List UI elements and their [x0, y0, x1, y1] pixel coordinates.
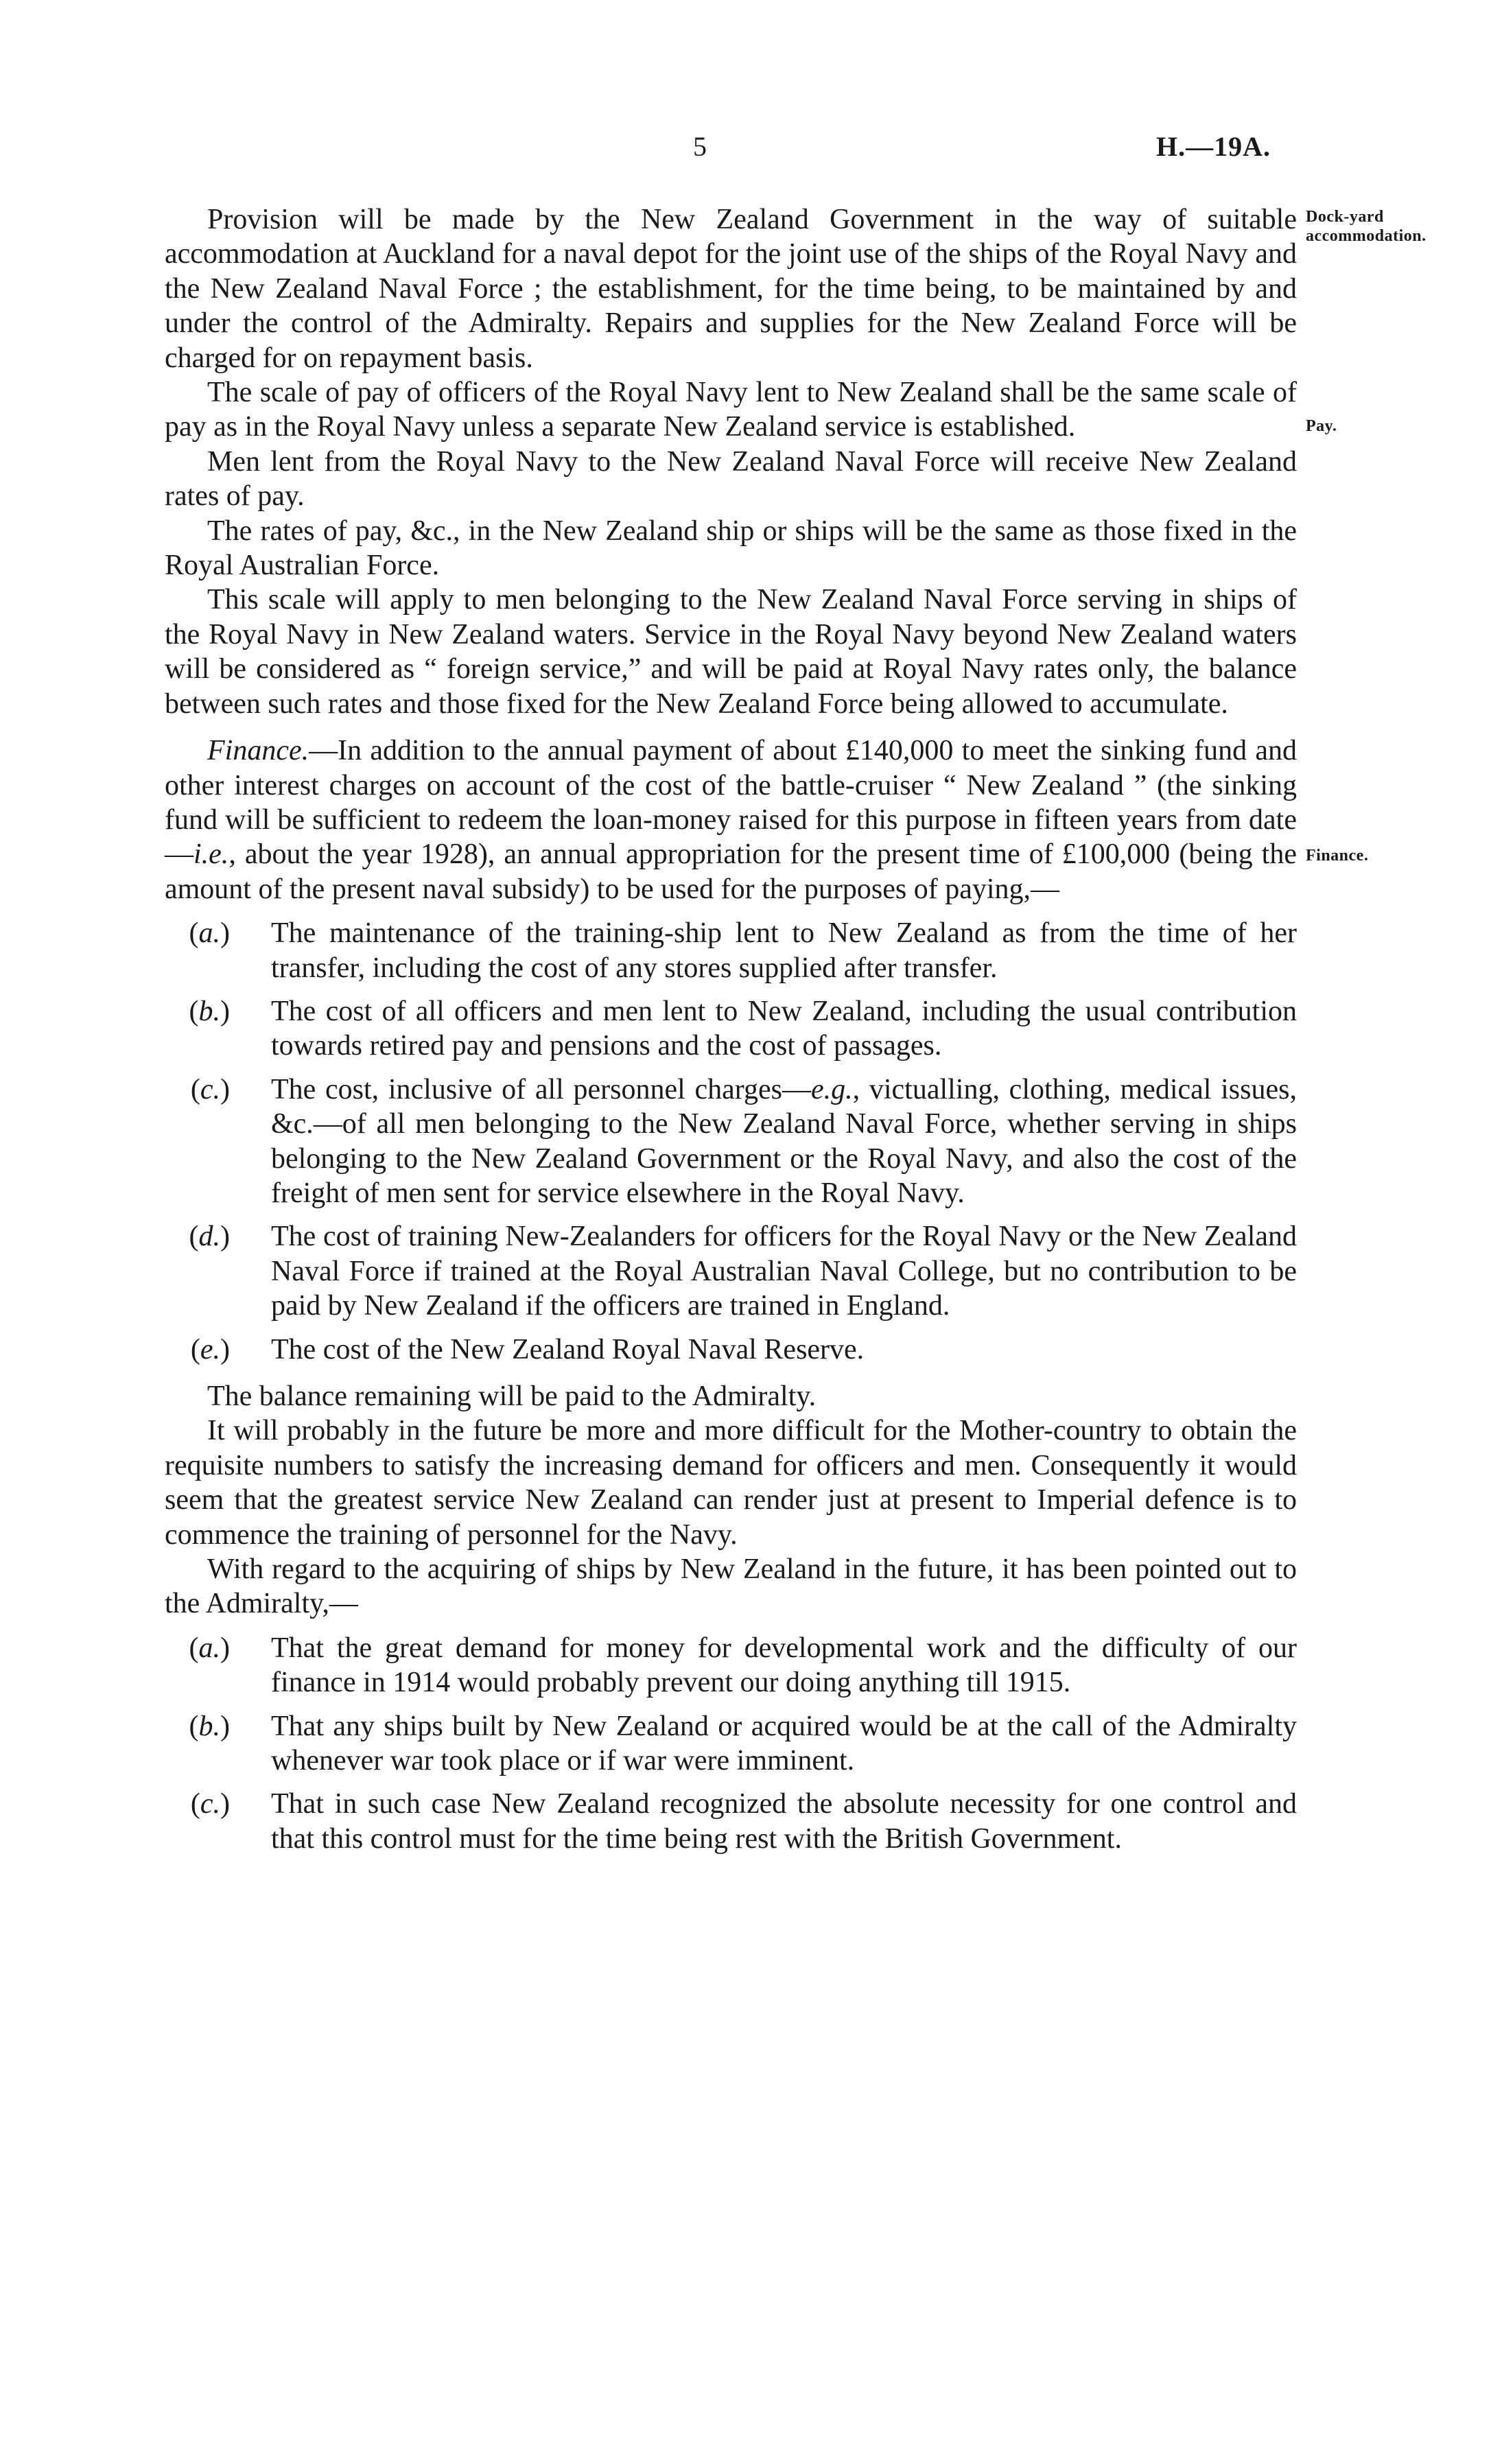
item-text: That the great demand for money for developmental work and the difficulty of our finance in 1914 would probably prevent our doing anything till 1915.	[271, 1632, 1297, 1699]
paragraph-rates: The rates of pay, &c., in the New Zealand ship or ships will be the same as those fixed in the Royal Australian Force.	[165, 515, 1297, 582]
item-text: The cost of all officers and men lent to New Zealand, including the usual contribution towards retired pay and pensions and the cost of passages.	[271, 995, 1297, 1062]
item-text: That any ships built by New Zealand or acquired would be at the call of the Admiralty whenever war took place or if war were imminent.	[271, 1710, 1297, 1777]
item-text: That in such case New Zealand recognized the absolute necessity for one control and that this control must for the time being rest with the British Government.	[271, 1788, 1297, 1855]
finance-text: —In addition to the annual payment of about £140,000 to meet the sinking fund and other interest charges on account of the cost of the battle-cruiser “ New Zealand ” (the sinking fund will be sufficient to redeem the loan-money raised for this purpose in fifteen years from date—	[165, 735, 1297, 871]
finance-text-2: , about the year 1928), an annual appropriation for the present time of £100,000 (being the amount of the present naval subsidy) to be used for the purposes of paying,—	[165, 838, 1297, 905]
finance-item-e	[165, 1333, 1297, 1367]
item-label: (e.)	[190, 1333, 230, 1365]
item-text: The maintenance of the training-ship lent to New Zealand as from the time of her transfer, including the cost of any stores supplied after transfer.	[271, 917, 1297, 984]
item-label: (a.)	[189, 917, 230, 950]
item-label: (b.)	[189, 995, 230, 1027]
finance-item-b	[165, 994, 1297, 1064]
document-body	[165, 202, 1297, 1856]
item-text-pre: The cost, inclusive of all personnel charges—	[271, 1073, 811, 1105]
item-label: (b.)	[189, 1710, 230, 1742]
paragraph-balance: The balance remaining will be paid to the Admiralty.	[207, 1381, 817, 1412]
ships-item-b	[165, 1709, 1297, 1779]
item-text: The cost of the New Zealand Royal Naval Reserve.	[271, 1333, 865, 1365]
paragraph-men-lent: Men lent from the Royal Navy to the New Zealand Naval Force will receive New Zealand rates of pay.	[165, 445, 1297, 513]
margin-note-finance: Finance.	[1306, 847, 1369, 865]
margin-note-pay: Pay.	[1306, 417, 1337, 435]
ships-item-a	[165, 1631, 1297, 1700]
paragraph-future: It will probably in the future be more and more difficult for the Mother-country to obtain the requisite numbers to satisfy the increasing demand for officers and men. Consequently it would seem that the greatest service New Zealand can render just at present to Imperial defence is to commence the training of personnel for the Navy.	[165, 1415, 1297, 1551]
paragraph-scale-applies: This scale will apply to men belonging to the New Zealand Naval Force serving in ships of the Royal Navy in New Zealand waters. Service in the Royal Navy beyond New Zealand waters will be considered as “ foreign service,” and will be paid at Royal Navy rates only, the balance between such rates and those fixed for the New Zealand Force being allowed to accumulate.	[165, 584, 1297, 720]
item-text-post: , victualling, clothing, medical issues, &c.—of all men belonging to the New Zealand Naval Force, whether serving in ships belonging to the New Zealand Government or the Royal Navy, and also the cost of the freight of men sent for service elsewhere in the Royal Navy.	[271, 1073, 1297, 1209]
margin-note-dockyard-line2: accommodation.	[1306, 227, 1427, 245]
margin-note-dockyard-line1: Dock-yard	[1306, 208, 1384, 226]
ships-item-c	[165, 1787, 1297, 1856]
item-label: (a.)	[189, 1632, 230, 1664]
paragraph-dockyard: Provision will be made by the New Zealand Government in the way of suitable accommodation at Auckland for a naval depot for the joint use of the ships of the Royal Navy and the New Zealand Naval Force ; the establishment, for the time being, to be maintained by and under the control of the Admiralty. Repairs and supplies for the New Zealand Force will be charged for on repayment basis.	[165, 204, 1297, 374]
finance-lead: Finance.	[207, 735, 309, 767]
finance-item-a	[165, 916, 1297, 985]
finance-item-c	[165, 1072, 1297, 1211]
margin-note-dockyard	[1306, 207, 1427, 246]
item-label: (d.)	[189, 1221, 230, 1253]
finance-item-d	[165, 1219, 1297, 1323]
finance-ie: i.e.	[193, 838, 229, 871]
item-label: (c.)	[190, 1073, 230, 1105]
item-text-eg: e.g.	[811, 1073, 853, 1105]
paragraph-ships: With regard to the acquiring of ships by New Zealand in the future, it has been pointed out to the Admiralty,—	[165, 1553, 1297, 1620]
page-number: 5	[693, 131, 707, 162]
document-reference: H.—19A.	[1156, 131, 1271, 162]
paragraph-finance	[165, 734, 1297, 906]
item-text: The cost of training New-Zealanders for officers for the Royal Navy or the New Zealand Naval Force if trained at the Royal Australian Naval College, but no contribution to be paid by New Zealand if the officers are trained in England.	[271, 1221, 1297, 1322]
paragraph-pay-scale: The scale of pay of officers of the Royal Navy lent to New Zealand shall be the same scale of pay as in the Royal Navy unless a separate New Zealand service is established.	[165, 377, 1297, 443]
item-label: (c.)	[190, 1788, 230, 1820]
